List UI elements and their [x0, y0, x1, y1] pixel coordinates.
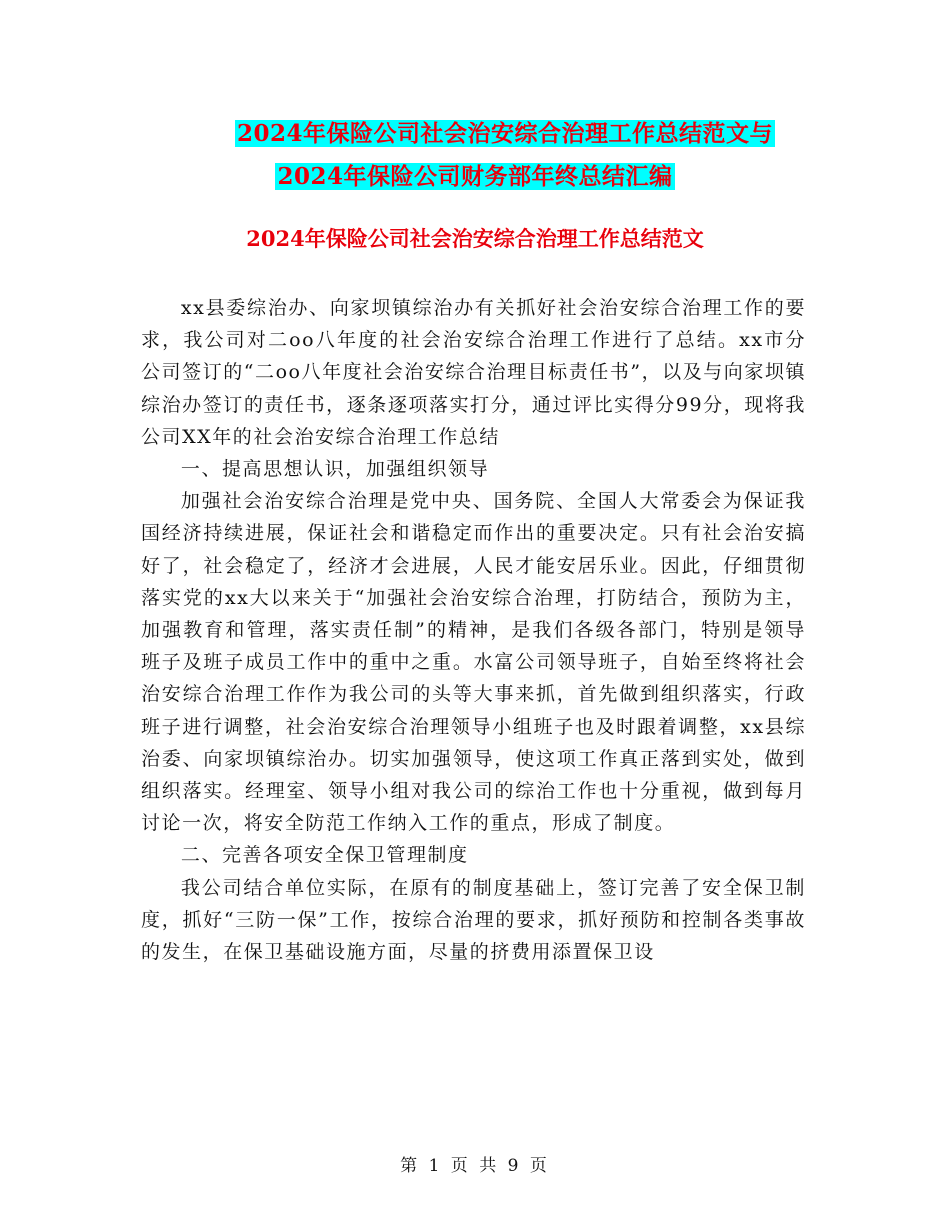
paragraph-intro: xx县委综治办、向家坝镇综治办有关抓好社会治安综合治理工作的要求，我公司对二oo八年度的社会治安综合治理工作进行了总结。xx市分公司签订的“二oo八年度社会治安综合治理目标责任书”，以及与向家坝镇综治办签订的责任书，逐条逐项落实打分，通过评比实得分99分，现将我公司XX年的社会治安综合治理工作总结	[141, 297, 807, 448]
heading-2: 二、完善各项安全保卫管理制度	[180, 844, 469, 867]
paragraph-2: 我公司结合单位实际，在原有的制度基础上，签订完善了安全保卫制度，抓好“三防一保”工作，按综合治理的要求，抓好预防和控制各类事故的发生，在保卫基础设施方面，尽量的挤费用添置保卫设	[141, 876, 806, 964]
title-line-2: 2024年保险公司财务部年终总结汇编	[277, 163, 673, 190]
heading-1: 一、提高思想认识，加强组织领导	[180, 458, 490, 481]
section-title: 2024年保险公司社会治安综合治理工作总结范文	[246, 226, 704, 251]
document-body	[141, 292, 806, 968]
page-footer: 第 1 页 共 9 页	[400, 1156, 550, 1176]
title-line-1: 2024年保险公司社会治安综合治理工作总结范文与	[236, 120, 773, 147]
document-title	[0, 112, 950, 198]
paragraph-1: 加强社会治安综合治理是党中央、国务院、全国人大常委会为保证我国经济持续进展，保证社会和谐稳定而作出的重要决定。只有社会治安搞好了，社会稳定了，经济才会进展，人民才能安居乐业。因此，仔细贯彻落实党的xx大以来关于“加强社会治安综合治理，打防结合，预防为主，加强教育和管理，落实责任制”的精神，是我们各级各部门，特别是领导班子及班子成员工作中的重中之重。水富公司领导班子，自始至终将社会治安综合治理工作作为我公司的头等大事来抓，首先做到组织落实，行政班子进行调整，社会治安综合治理领导小组班子也及时跟着调整，xx县综治委、向家坝镇综治办。切实加强领导，使这项工作真正落到实处，做到组织落实。经理室、领导小组对我公司的综治工作也十分重视，做到每月讨论一次，将安全防范工作纳入工作的重点，形成了制度。	[141, 490, 806, 835]
